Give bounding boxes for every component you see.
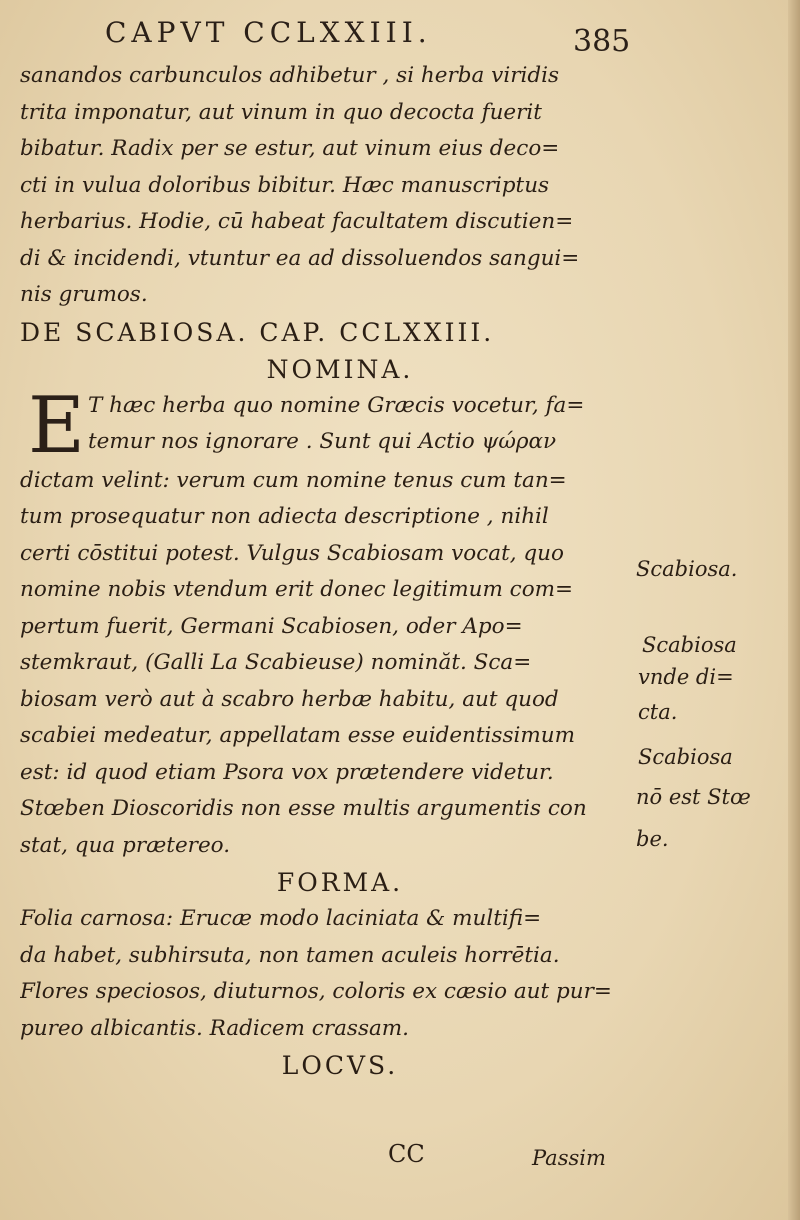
page-edge — [788, 0, 800, 1220]
signature-mark: CC — [388, 1140, 425, 1168]
text-line: dictam velint: verum cum nomine tenus cum tan= — [20, 467, 567, 493]
initial-lines — [88, 388, 584, 461]
margin-note-line: cta. — [638, 700, 678, 724]
text-line: stemkraut, (Galli La Scabieuse) nominăt. Sca= — [20, 650, 532, 675]
section-heading-locus: LOCVS. — [281, 1051, 399, 1080]
section-heading-forma: FORMA. — [276, 868, 404, 897]
margin-note-scabiosa: Scabiosa. — [636, 557, 738, 581]
margin-note-line: Scabiosa — [638, 745, 733, 769]
margin-note-line: nō est Stœ — [636, 785, 751, 809]
folio-number: 385 — [573, 24, 631, 59]
margin-note-line: vnde di= — [638, 665, 734, 689]
text-line: bibatur. Radix per se estur, aut vinum eius deco= — [20, 136, 560, 161]
text-line: temur nos ignorare . Sunt qui Actio ψώραν — [88, 429, 557, 454]
text-line: biosam verò aut à scabro herbæ habitu, aut quod — [20, 686, 559, 712]
chapter-heading: DE SCABIOSA. CAP. CCLXXIII. — [20, 317, 495, 347]
running-head: CAPVT CCLXXIII. — [105, 16, 432, 49]
text-line: di & incidendi, vtuntur ea ad dissoluendos sangui= — [20, 245, 580, 271]
text-line: certi cōstitui potest. Vulgus Scabiosam vocat, quo — [20, 540, 564, 566]
text-line: Folia carnosa: Erucæ modo laciniata & multifi= — [20, 906, 542, 931]
text-line: sanandos carbunculos adhibetur , si herba viridis — [20, 63, 560, 88]
drop-cap-initial: E — [28, 380, 85, 471]
catchword: Passim — [532, 1146, 606, 1170]
initial-block — [20, 380, 640, 471]
section-heading-nomina: NOMINA. — [266, 354, 414, 384]
text-line: trita imponatur, aut vinum in quo decocta fuerit — [20, 99, 542, 125]
text-line: pureo albicantis. Radicem crassam. — [20, 1015, 410, 1041]
text-line: Stœben Dioscoridis non esse multis argumentis con — [20, 796, 587, 821]
text-line: nomine nobis vtendum erit donec legitimum com= — [20, 577, 574, 602]
text-line: cti in vulua doloribus bibitur. Hæc manuscriptus — [20, 172, 550, 198]
text-line: Flores speciosos, diuturnos, coloris ex cæsio aut pur= — [20, 979, 612, 1004]
text-line: da habet, subhirsuta, non tamen aculeis horrētia. — [20, 942, 560, 968]
text-line: pertum fuerit, Germani Scabiosen, oder Apo= — [20, 613, 523, 639]
margin-note-line: Scabiosa — [642, 633, 737, 657]
margin-note-line: be. — [636, 827, 669, 851]
text-line: stat, qua prætereo. — [20, 832, 231, 858]
text-line: T hæc herba quo nomine Græcis vocetur, fa= — [88, 392, 585, 418]
text-line: nis grumos. — [20, 282, 148, 307]
text-line: est: id quod etiam Psora vox prætendere videtur. — [20, 759, 554, 785]
text-line: tum prosequatur non adiecta descriptione , nihil — [20, 504, 549, 529]
main-text — [20, 58, 640, 1084]
text-line: herbarius. Hodie, cū habeat facultatem discutien= — [20, 209, 574, 234]
page-footer — [0, 1140, 800, 1180]
text-line: scabiei medeatur, appellatam esse euidentissimum — [20, 723, 575, 748]
page-header — [0, 14, 800, 59]
